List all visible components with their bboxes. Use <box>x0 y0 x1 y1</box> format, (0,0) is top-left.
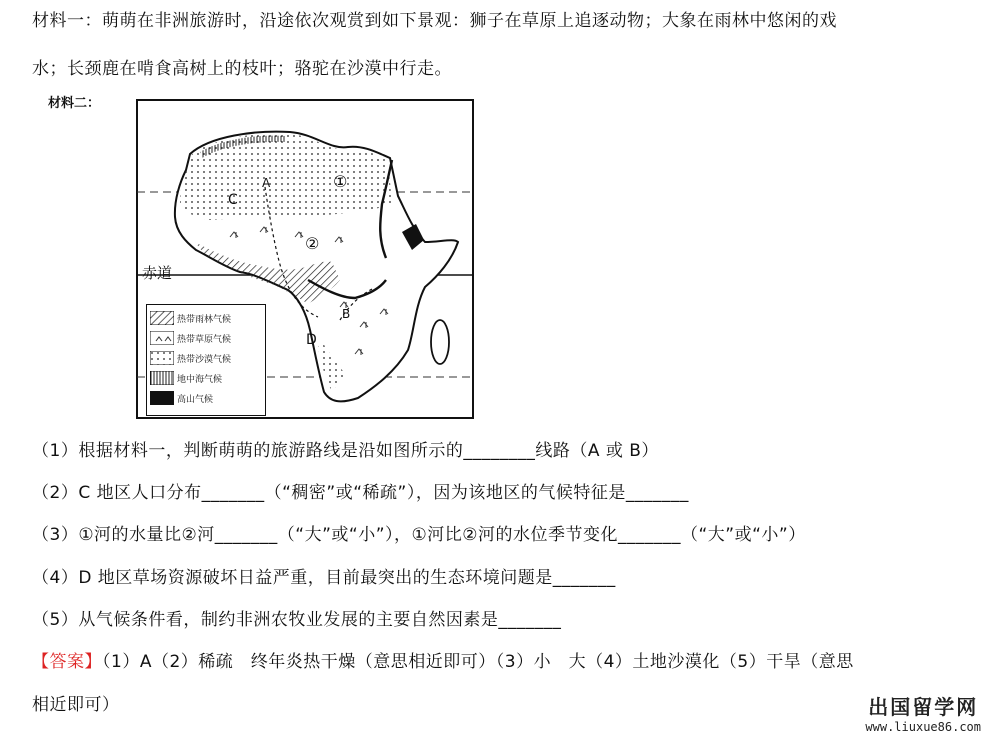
question-2: （2）C 地区人口分布_______（“稠密”或“稀疏”），因为该地区的气候特征是_______ <box>32 483 689 503</box>
legend-mediterranean: 地中海气候 <box>177 374 223 385</box>
answer-text: （1）A（2）稀疏 终年炎热干燥（意思相近即可）（3）小 大（4）土地沙漠化（5）干旱（意思 <box>102 652 854 672</box>
madagascar-island <box>431 320 449 364</box>
watermark-title: 出国留学网 <box>868 695 979 719</box>
answer-line1 <box>32 647 854 672</box>
answer-line2: 相近即可） <box>32 695 120 715</box>
material1-line1: 材料一：萌萌在非洲旅游时，沿途依次观赏到如下景观：狮子在草原上追逐动物；大象在雨林中悠闲的戏 <box>32 11 837 31</box>
legend-highland: 高山气候 <box>177 394 214 405</box>
legend-rainforest: 热带雨林气候 <box>177 314 232 325</box>
question-3: （3）①河的水量比②河_______（“大”或“小”），①河比②河的水位季节变化_______（“大”或“小”） <box>32 525 806 545</box>
question-1: （1）根据材料一，判断萌萌的旅游路线是沿如图所示的________线路（A 或 B） <box>32 441 659 461</box>
river-2-label: ② <box>305 234 320 253</box>
legend-swatch-mediterranean <box>150 371 174 385</box>
legend-swatch-desert <box>150 351 174 365</box>
legend-swatch-savanna <box>150 331 174 345</box>
region-b-label: B <box>342 307 351 321</box>
river-1-label: ① <box>333 172 348 191</box>
legend-desert: 热带沙漠气候 <box>177 354 232 365</box>
map-legend <box>146 304 266 416</box>
question-5: （5）从气候条件看，制约非洲农牧业发展的主要自然因素是_______ <box>32 610 562 630</box>
region-d-label: D <box>306 332 317 348</box>
region-a-label: A <box>262 176 271 190</box>
equator-label: 赤道 <box>142 264 173 282</box>
material2-label: 材料二： <box>48 96 101 111</box>
legend-savanna: 热带草原气候 <box>177 334 232 345</box>
legend-swatch-rainforest <box>150 311 174 325</box>
material1-line2: 水；长颈鹿在啃食高树上的枝叶；骆驼在沙漠中行走。 <box>32 59 452 79</box>
africa-climate-map <box>40 92 480 422</box>
answer-tag: 【答案】 <box>32 652 102 672</box>
question-4: （4）D 地区草场资源破坏日益严重，目前最突出的生态环境问题是_______ <box>32 568 616 588</box>
legend-swatch-highland <box>150 391 174 405</box>
watermark-url[interactable]: www.liuxue86.com <box>865 720 981 734</box>
region-c-label: C <box>228 192 238 208</box>
